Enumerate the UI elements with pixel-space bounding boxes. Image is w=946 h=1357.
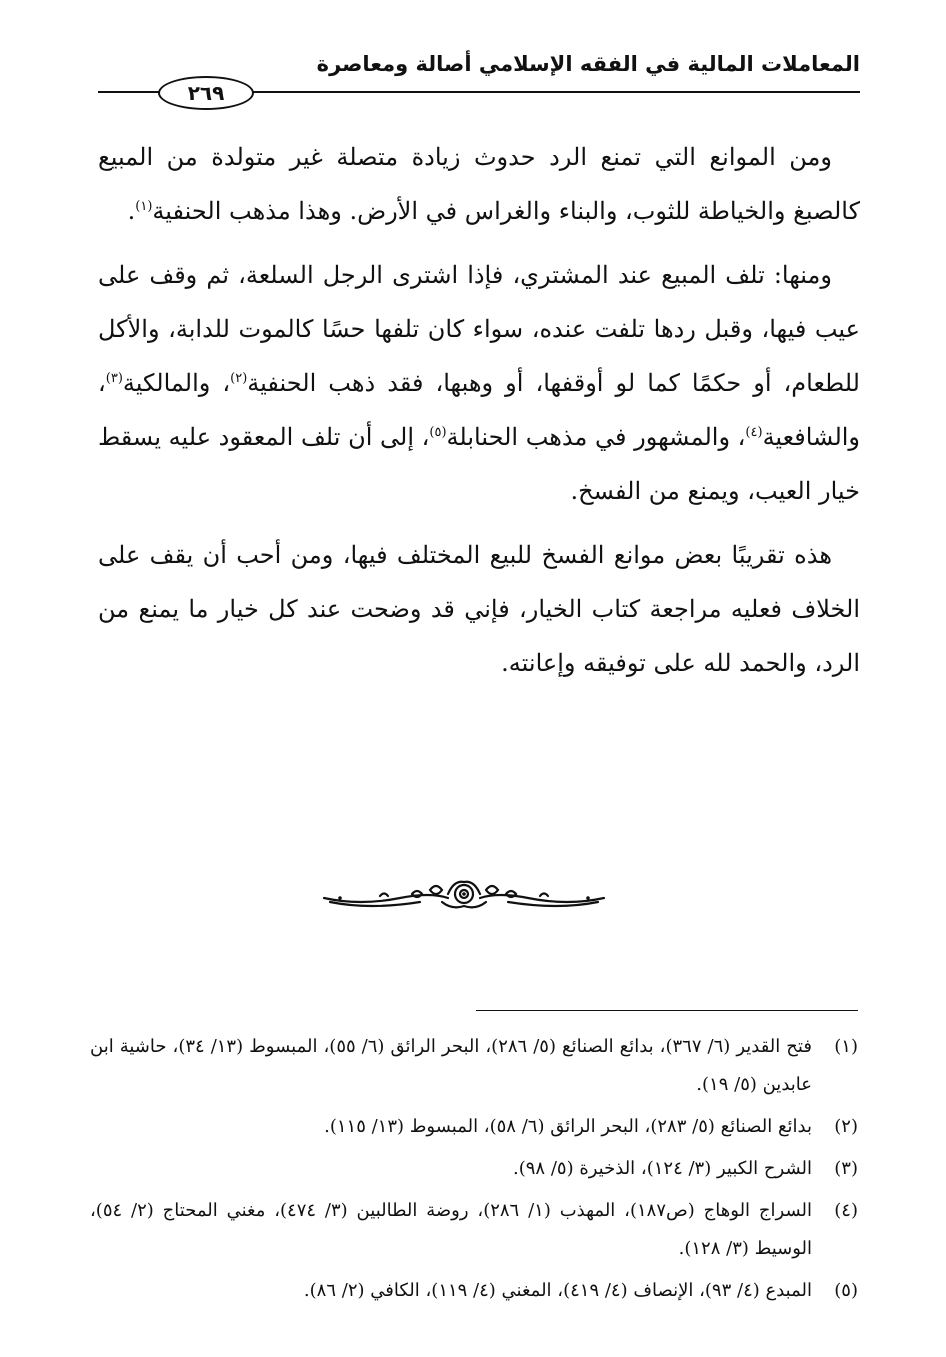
- paragraph-text: ومن الموانع التي تمنع الرد حدوث زيادة متصلة غير متولدة من المبيع كالصبغ والخياطة للثوب، والبناء والغراس في الأرض. وهذا مذهب الحنفية: [98, 143, 860, 225]
- footnote-number: (٤): [834, 1200, 858, 1221]
- footnote: [90, 1272, 858, 1310]
- paragraph-text: ، إلى أن تلف المعقود عليه يسقط خيار العيب، ويمنع من الفسخ.: [98, 423, 860, 505]
- footnote: [90, 1192, 858, 1268]
- paragraph: [98, 130, 860, 238]
- footnote-text: السراج الوهاج (ص١٨٧)، المهذب (١/ ٢٨٦)، روضة الطالبين (٣/ ٤٧٤)، مغني المحتاج (٢/ ٥٤)، الوسيط (٣/ ١٢٨).: [90, 1200, 813, 1259]
- footnote: [90, 1150, 858, 1188]
- paragraph-text: هذه تقريبًا بعض موانع الفسخ للبيع المختلف فيها، ومن أحب أن يقف على الخلاف فعليه مراجعة كتاب الخيار، فإني قد وضحت عند كل خيار ما يمنع من الرد، والحمد لله على توفيقه وإعانته.: [98, 541, 861, 677]
- footnote-text: فتح القدير (٦/ ٣٦٧)، بدائع الصنائع (٥/ ٢٨٦)، البحر الرائق (٦/ ٥٥)، المبسوط (١٣/ ٣٤)، حاشية ابن عابدين (٥/ ١٩).: [90, 1036, 812, 1095]
- footnote-ref[interactable]: (٥): [429, 425, 447, 440]
- paragraph: [98, 528, 860, 690]
- paragraph-text: ، والمشهور في مذهب الحنابلة: [446, 423, 746, 451]
- footnote-number: (١): [834, 1036, 858, 1057]
- footnote-ref[interactable]: (١): [135, 199, 153, 214]
- footnote-text: المبدع (٤/ ٩٣)، الإنصاف (٤/ ٤١٩)، المغني (٤/ ١١٩)، الكافي (٢/ ٨٦).: [303, 1280, 812, 1301]
- footnote-ref[interactable]: (٢): [230, 371, 248, 386]
- paragraph-text: ، والشافعية: [98, 369, 861, 451]
- paragraph-text: ، والمالكية: [122, 369, 231, 397]
- footnote-text: بدائع الصنائع (٥/ ٢٨٣)، البحر الرائق (٦/ ٥٨)، المبسوط (١٣/ ١١٥).: [324, 1116, 812, 1137]
- page-header: [98, 48, 860, 105]
- ornament-divider: [320, 876, 608, 916]
- footnote-number: (٢): [834, 1116, 858, 1137]
- paragraph: [98, 248, 860, 518]
- main-text: [98, 130, 860, 700]
- page-number: ٢٦٩: [158, 76, 254, 110]
- footnotes: [90, 1028, 858, 1314]
- footnote-number: (٥): [834, 1280, 858, 1301]
- footnote: [90, 1028, 858, 1104]
- footnote-ref[interactable]: (٤): [745, 425, 763, 440]
- book-title: المعاملات المالية في الفقه الإسلامي أصالة ومعاصرة: [316, 52, 860, 76]
- footnote: [90, 1108, 858, 1146]
- paragraph-text: ومنها: تلف المبيع عند المشتري، فإذا اشترى الرجل السلعة، ثم وقف على عيب فيها، وقبل ردها تلفت عنده، سواء كان تلفها حسًا كالموت للدابة، والأكل للطعام، أو حكمًا كما لو أوقفها، أو وهبها، فقد ذهب الحنفية: [98, 261, 860, 397]
- paragraph-end: .: [127, 197, 136, 225]
- footnote-separator: [476, 1010, 858, 1011]
- footnote-number: (٣): [834, 1158, 858, 1179]
- footnote-text: الشرح الكبير (٣/ ١٢٤)، الذخيرة (٥/ ٩٨).: [513, 1158, 812, 1179]
- footnote-ref[interactable]: (٣): [105, 371, 123, 386]
